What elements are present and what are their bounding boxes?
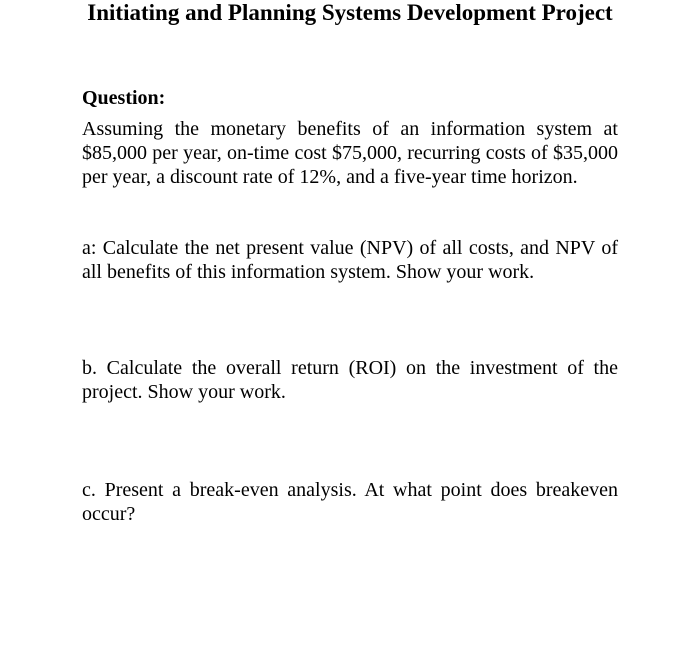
question-part-a: a: Calculate the net present value (NPV) of all costs, and NPV of all benefits of this information system. Show your work. (82, 237, 618, 283)
question-intro: Assuming the monetary benefits of an information system at $85,000 per year, on-time cost $75,000, recurring costs of $35,000 per year, a discount rate of 12%, and a five-year time horizon. (82, 118, 618, 188)
question-part-b: b. Calculate the overall return (ROI) on the investment of the project. Show your work. (82, 357, 618, 403)
page-title: Initiating and Planning Systems Development Project (87, 0, 613, 25)
question-label: Question: (82, 87, 166, 109)
question-part-c: c. Present a break-even analysis. At what point does breakeven occur? (82, 479, 618, 525)
